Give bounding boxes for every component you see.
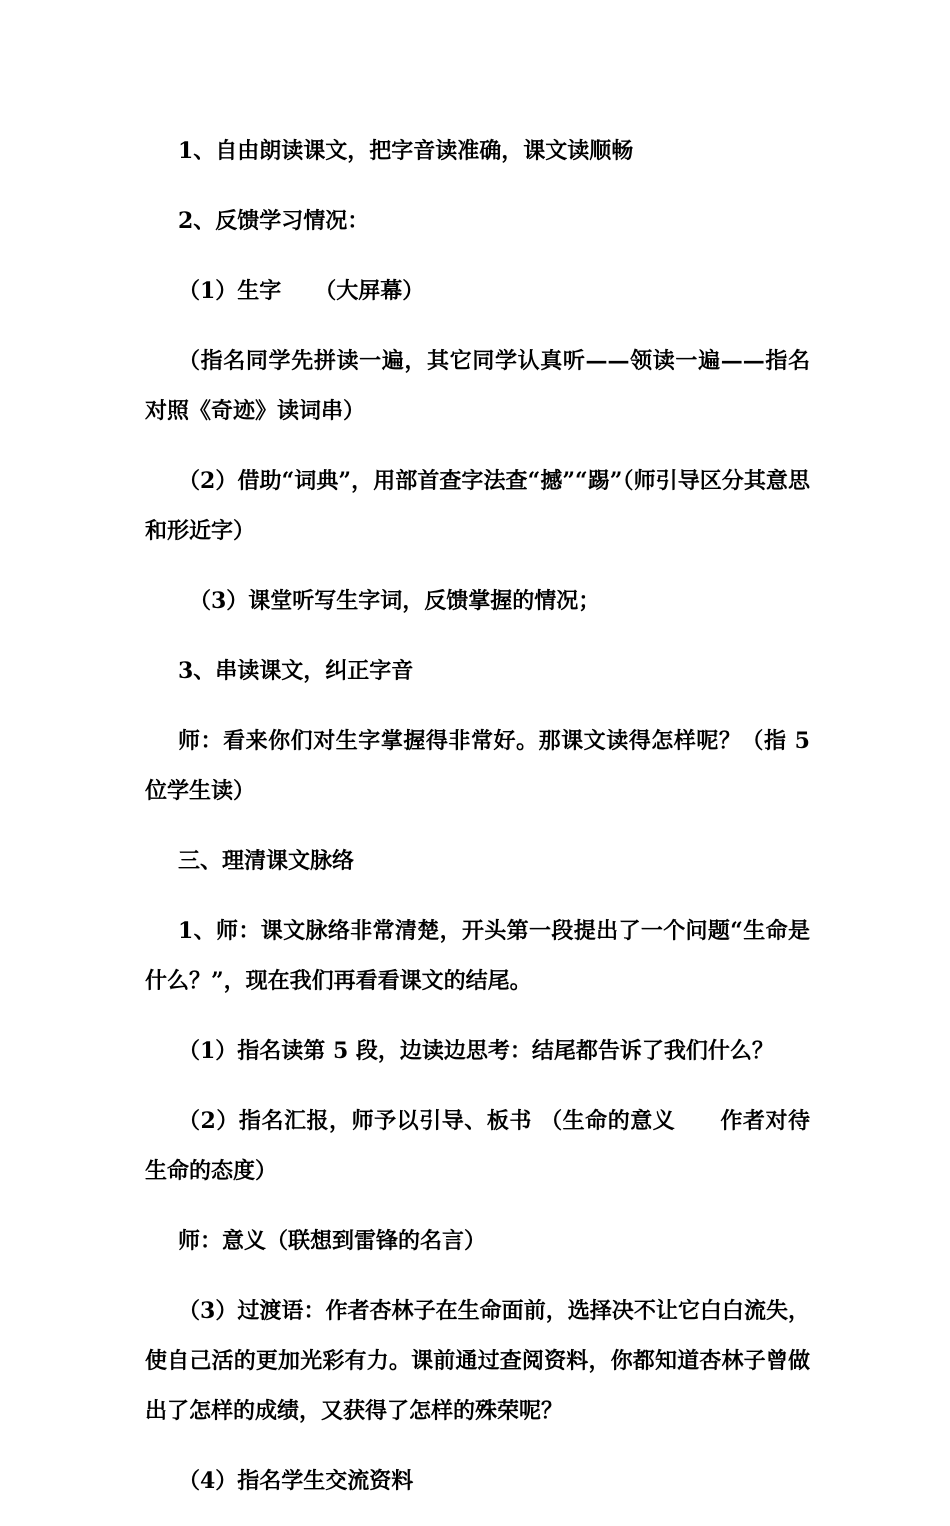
paragraph-6: （3）课堂听写生字词，反馈掌握的情况； (189, 588, 601, 614)
paragraph-1: 1、自由朗读课文，把字音读准确，课文读顺畅 (178, 138, 634, 164)
paragraph-14: （3）过渡语：作者杏林子在生命面前，选择决不让它白白流失，使自己活的更加光彩有力。课前通过查阅资料，你都知道杏林子曾做出了怎样的成绩，又获得了怎样的殊荣呢？ (145, 1298, 810, 1424)
paragraph-7: 3、串读课文，纠正字音 (178, 658, 414, 684)
paragraph-8: 师：看来你们对生字掌握得非常好。那课文读得怎样呢？（指 5 位学生读） (145, 728, 810, 804)
paragraph-5: （2）借助“词典”，用部首查字法查“撼”“踢”（师引导区分其意思和形近字） (145, 468, 810, 544)
paragraph-15: （4）指名学生交流资料 (178, 1468, 414, 1494)
paragraph-11: （1）指名读第 5 段，边读边思考：结尾都告诉了我们什么？ (178, 1038, 774, 1064)
paragraph-2: 2、反馈学习情况： (178, 208, 370, 234)
paragraph-10: 1、师：课文脉络非常清楚，开头第一段提出了一个问题“生命是什么？”，现在我们再看看课文的结尾。 (145, 918, 810, 994)
document-body (145, 126, 810, 1526)
paragraph-13: 师：意义（联想到雷锋的名言） (178, 1228, 487, 1254)
paragraph-9: 三、理清课文脉络 (178, 848, 355, 874)
paragraph-4: （指名同学先拼读一遍，其它同学认真听——领读一遍——指名对照《奇迹》读词串） (145, 348, 810, 424)
paragraph-3: （1）生字 （大屏幕） (178, 278, 425, 304)
paragraph-12: （2）指名汇报，师予以引导、板书 （生命的意义 作者对待生命的态度） (145, 1108, 810, 1184)
